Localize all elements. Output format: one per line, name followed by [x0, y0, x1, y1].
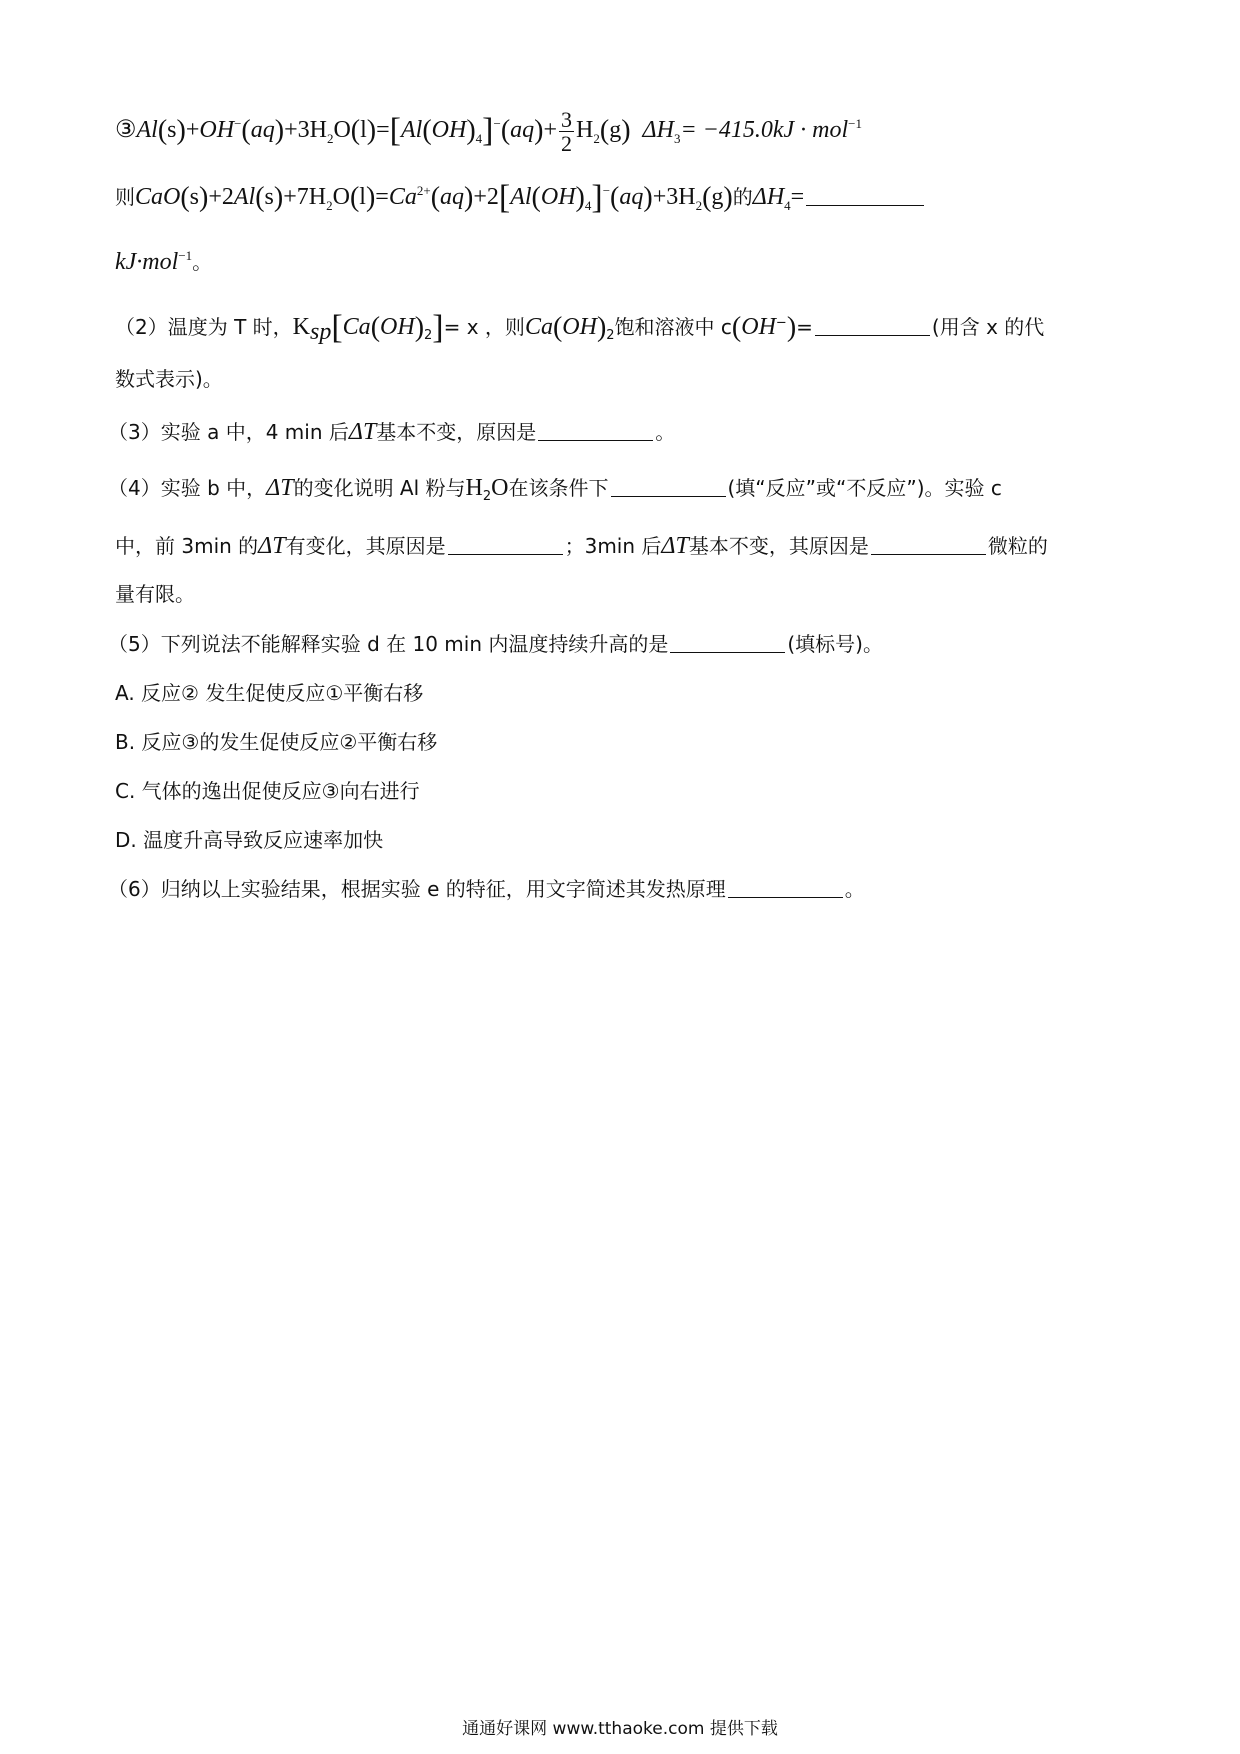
fraction-3-2: $\frac{3}{2}$ — [561, 107, 573, 157]
answer-blank-q4c[interactable] — [871, 536, 986, 555]
option-a[interactable]: A. 反应② 发生促使反应①平衡右移 — [115, 681, 424, 705]
question-2: （2）温度为 T 时，$K_{sp}[Ca(OH)_2]= x$ ，则$Ca(OH)_2$饱和溶液中 c(OH−)= (用含 x 的代 — [115, 309, 1045, 346]
answer-blank-q4b[interactable] — [448, 536, 563, 555]
question-3: （3）实验 a 中，4 min 后ΔT基本不变，原因是 。 — [108, 419, 676, 445]
reaction-3-equation: $③Al(s)+OH^-(aq)+3H_2O(l)=[Al(OH)_4]^-(aq)+$ $\frac{3}{2}$ $H_2(g)$ $\Delta H_3= -415.0kJ \cdot mol^{-1}$ — [115, 107, 862, 157]
option-d[interactable]: D. 温度升高导致反应速率加快 — [115, 828, 384, 852]
answer-blank-q4a[interactable] — [611, 478, 726, 497]
question-4-line2: 中，前 3min 的ΔT有变化，其原因是 ；3min 后ΔT基本不变，其原因是 微粒的 — [115, 533, 1048, 559]
overall-reaction-line: 则$CaO(s)+2Al(s)+7H_2O(l)=Ca^{2+}(aq)+2[Al(OH)_4]^-(aq)+3H_2(g)$的$\Delta H_4=$ — [115, 178, 926, 219]
question-2-cont: 数式表示)。 — [115, 367, 223, 391]
answer-blank-q6[interactable] — [728, 879, 843, 898]
unit-line: kJ·mol$^{-1}$。 — [115, 248, 213, 275]
answer-blank-oh[interactable] — [815, 317, 930, 336]
question-4-line3: 量有限。 — [115, 582, 195, 606]
question-6: （6）归纳以上实验结果，根据实验 e 的特征，用文字简述其发热原理 。 — [108, 877, 865, 901]
answer-blank-q3[interactable] — [538, 422, 653, 441]
option-b[interactable]: B. 反应③的发生促使反应②平衡右移 — [115, 730, 438, 754]
answer-blank-q5[interactable] — [670, 634, 785, 653]
question-4: （4）实验 b 中，ΔT的变化说明 Al 粉与$H_2O$在该条件下 (填“反应”或“不反应”)。实验 c — [108, 475, 1002, 504]
question-5: （5）下列说法不能解释实验 d 在 10 min 内温度持续升高的是 (填标号)。 — [108, 632, 883, 656]
page-footer: 通通好课网 www.tthaoke.com 提供下载 — [462, 1719, 778, 1739]
answer-blank-dh4[interactable] — [806, 187, 924, 206]
option-c[interactable]: C. 气体的逸出促使反应③向右进行 — [115, 779, 420, 803]
